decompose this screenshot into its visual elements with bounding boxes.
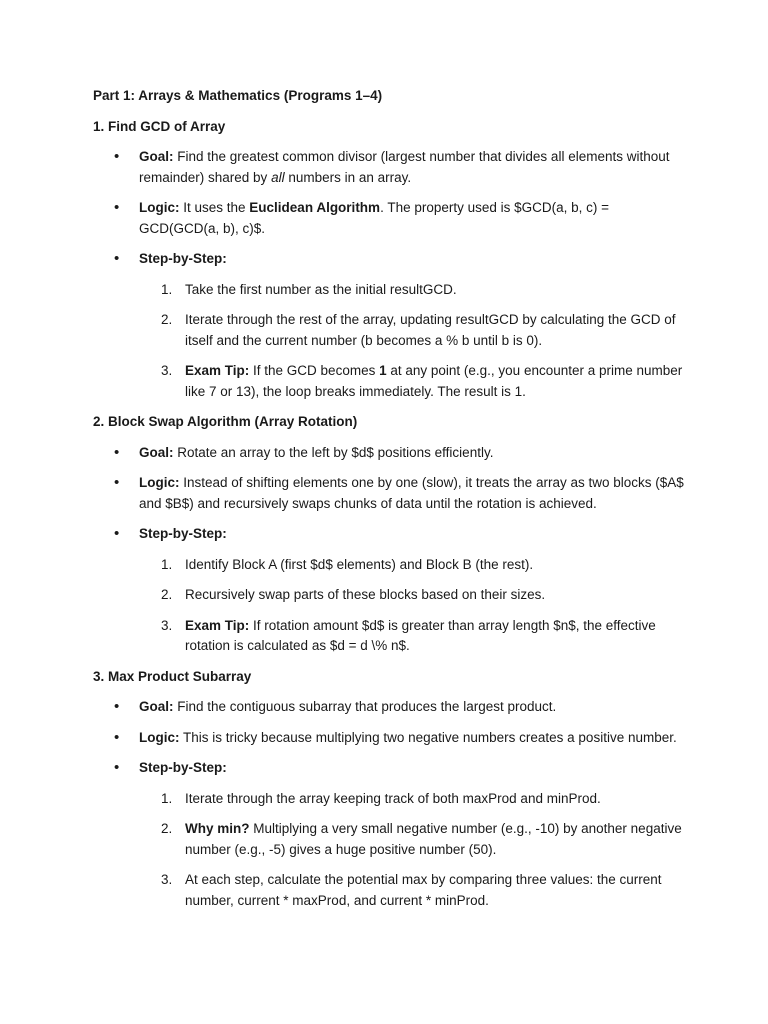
step-number: 2.	[161, 312, 173, 327]
step-list	[139, 789, 693, 912]
step-number: 2.	[161, 821, 173, 836]
step-number: 3.	[161, 872, 173, 887]
step-text: At each step, calculate the potential max by comparing three values: the current number, current * maxProd, and current * minProd.	[185, 872, 662, 908]
bullet-goal	[93, 697, 693, 718]
step-number: 1.	[161, 790, 173, 806]
step-bold: 1	[379, 363, 387, 378]
bullet-logic	[93, 728, 693, 749]
goal-text: numbers in an array.	[284, 169, 412, 185]
goal-emphasis: all	[271, 169, 285, 185]
logic-text: . The property used is $GCD(a, b, c) = GCD(GCD(a, b), c)$.	[139, 200, 610, 236]
goal-text: Find the contiguous subarray that produces the largest product.	[173, 699, 557, 714]
bullet-steps	[93, 249, 693, 402]
goal-label: Goal:	[139, 149, 174, 164]
step-text: Identify Block A (first $d$ elements) and Block B (the rest).	[185, 556, 534, 572]
goal-text: Rotate an array to the left by $d$ positions efficiently.	[173, 444, 494, 460]
section-title-block-swap: 2. Block Swap Algorithm (Array Rotation)	[93, 414, 358, 429]
bullet-steps	[93, 758, 693, 911]
bullet-goal	[93, 147, 693, 188]
goal-label: Goal:	[139, 699, 174, 714]
logic-text: This is tricky because multiplying two negative numbers creates a positive number.	[179, 729, 677, 745]
section-max-product-bullets	[93, 697, 693, 911]
step-item	[139, 280, 693, 301]
step-text: Iterate through the array keeping track of both maxProd and minProd.	[185, 790, 601, 806]
logic-bold: Euclidean Algorithm	[249, 200, 381, 215]
bullet-logic	[93, 198, 693, 239]
section-block-swap-bullets	[93, 443, 693, 657]
step-number: 3.	[161, 363, 173, 378]
step-item	[139, 870, 693, 911]
step-item	[139, 616, 693, 657]
step-text: Recursively swap parts of these blocks based on their sizes.	[185, 587, 546, 602]
section-gcd-bullets	[93, 147, 693, 402]
step-label: Step-by-Step:	[139, 526, 227, 541]
exam-tip-label: Exam Tip:	[185, 363, 250, 378]
step-number: 1.	[161, 556, 173, 572]
step-item	[139, 310, 693, 351]
step-text: Multiplying a very small negative number (e.g., -10) by another negative number (e.g., -5) gives a huge positive number (50).	[185, 821, 682, 857]
section-title-gcd: 1. Find GCD of Array	[93, 118, 226, 134]
step-text: If the GCD becomes	[249, 363, 380, 378]
step-item	[139, 361, 693, 402]
section-title-max-product: 3. Max Product Subarray	[93, 668, 252, 684]
step-number: 1.	[161, 281, 173, 297]
goal-label: Goal:	[139, 444, 174, 460]
step-text: Iterate through the rest of the array, updating resultGCD by calculating the GCD of itself and the current number (b becomes a % b until b is 0).	[185, 312, 676, 348]
exam-tip-label: Exam Tip:	[185, 617, 250, 633]
step-text: at any point (e.g., you encounter a prime number like 7 or 13), the loop breaks immediately. The result is 1.	[185, 363, 683, 399]
document-page	[93, 86, 693, 921]
step-item	[139, 789, 693, 810]
bullet-steps	[93, 524, 693, 657]
logic-label: Logic:	[139, 729, 180, 745]
logic-text: It uses the	[179, 200, 250, 215]
part-title: Part 1: Arrays & Mathematics (Programs 1–4)	[93, 88, 383, 103]
step-item	[139, 819, 693, 860]
step-text: If rotation amount $d$ is greater than array length $n$, the effective rotation is calculated as $d = d \% n$.	[185, 617, 656, 653]
step-item	[139, 555, 693, 576]
logic-label: Logic:	[139, 475, 180, 490]
step-item	[139, 585, 693, 606]
bullet-logic	[93, 473, 693, 514]
logic-text: Instead of shifting elements one by one (slow), it treats the array as two blocks ($A$ and $B$) and recursively swaps chunks of data until the rotation is achieved.	[139, 475, 684, 511]
step-text: Take the first number as the initial resultGCD.	[185, 281, 457, 297]
step-label: Step-by-Step:	[139, 760, 227, 775]
goal-text: Find the greatest common divisor (largest number that divides all elements without remainder) shared by	[139, 149, 670, 185]
why-min-label: Why min?	[185, 821, 250, 836]
step-list	[139, 280, 693, 403]
step-number: 2.	[161, 587, 173, 602]
step-number: 3.	[161, 617, 173, 633]
step-label: Step-by-Step:	[139, 251, 227, 266]
bullet-goal	[93, 443, 693, 464]
logic-label: Logic:	[139, 200, 180, 215]
step-list	[139, 555, 693, 657]
